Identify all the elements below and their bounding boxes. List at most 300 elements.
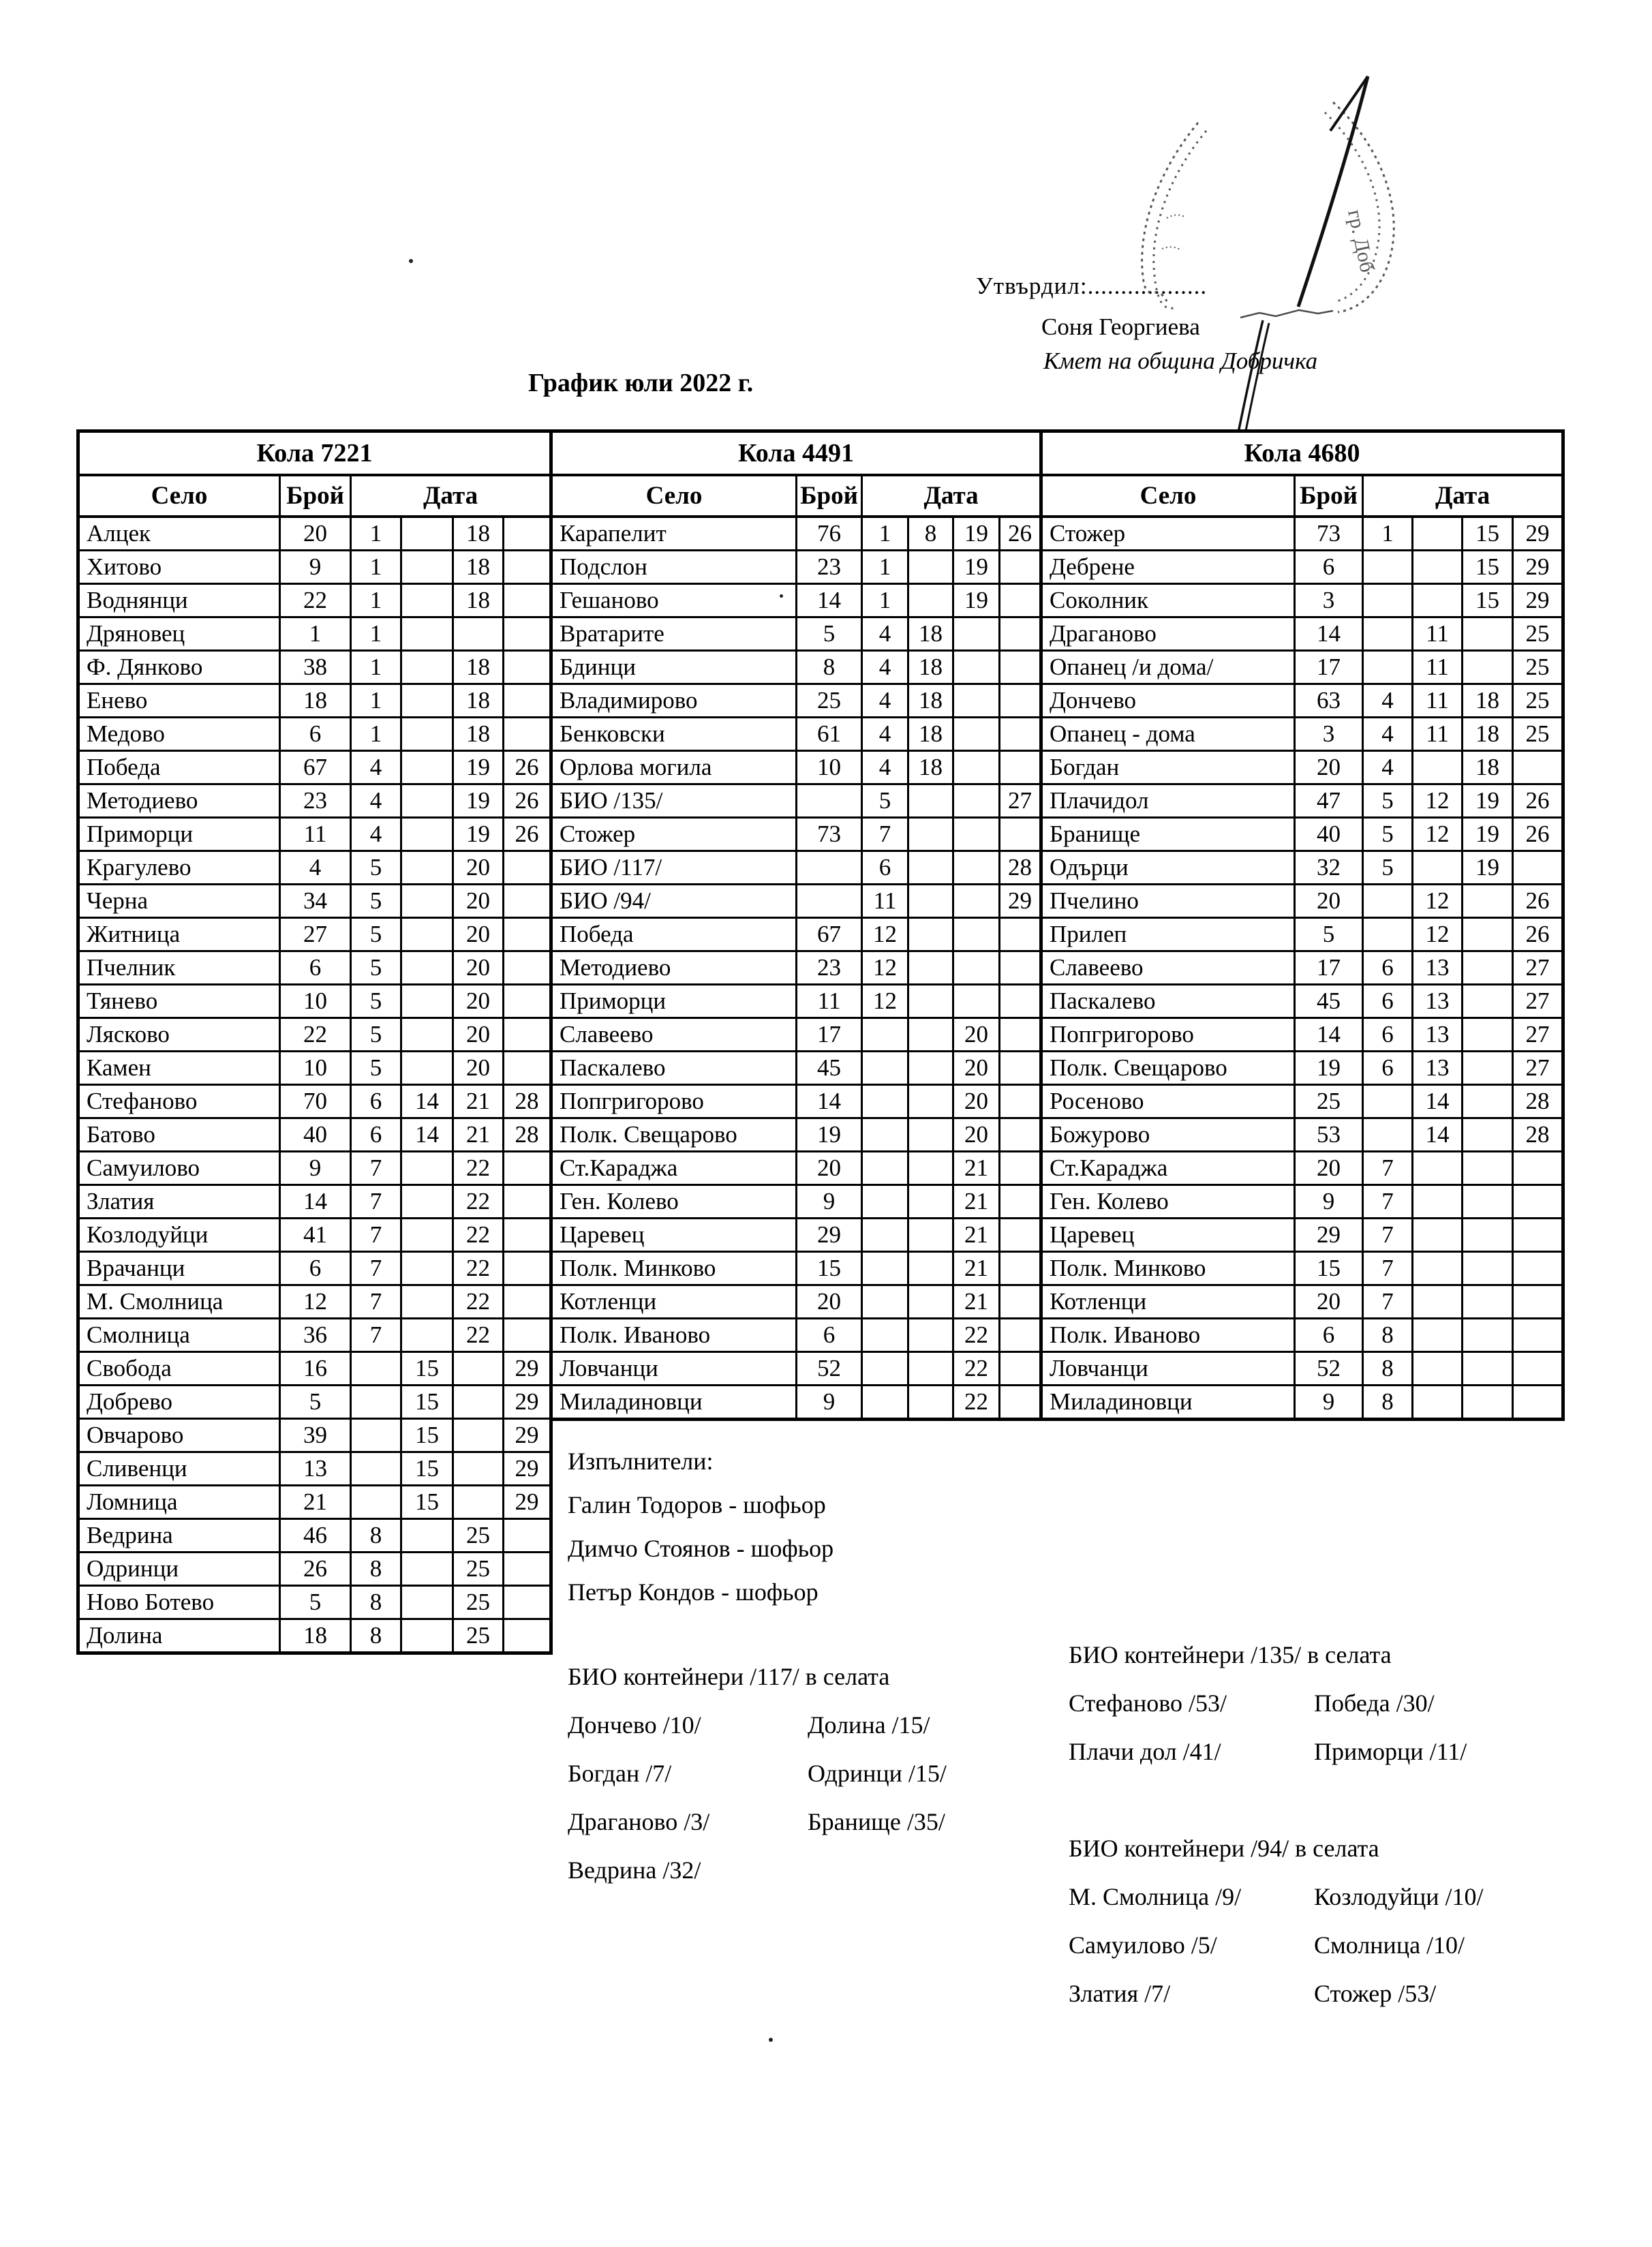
table-row bbox=[78, 1018, 551, 1052]
date-cell: 14 bbox=[401, 1085, 453, 1118]
count-cell: 6 bbox=[280, 718, 351, 751]
count-cell: 45 bbox=[797, 1052, 862, 1085]
count-cell: 38 bbox=[280, 651, 351, 684]
count-cell: 53 bbox=[1295, 1118, 1363, 1152]
table-body bbox=[551, 517, 1041, 1420]
scan-speck bbox=[409, 259, 413, 263]
date-cell bbox=[401, 684, 453, 718]
table-body bbox=[78, 517, 551, 1653]
count-cell: 3 bbox=[1295, 584, 1363, 617]
bio-section-94 bbox=[1069, 1824, 1483, 2018]
village-cell: Драганово bbox=[1041, 617, 1295, 651]
table-row bbox=[551, 918, 1041, 951]
date-cell bbox=[1463, 1085, 1513, 1118]
date-cell: 18 bbox=[453, 684, 504, 718]
count-cell: 25 bbox=[1295, 1085, 1363, 1118]
date-cell bbox=[401, 1152, 453, 1185]
table-row bbox=[78, 784, 551, 818]
date-cell: 6 bbox=[1363, 951, 1413, 985]
date-cell: 19 bbox=[1463, 851, 1513, 885]
date-cell bbox=[953, 885, 1000, 918]
bio-item: Козлодуйци /10/ bbox=[1314, 1883, 1484, 1910]
date-cell bbox=[908, 1052, 953, 1085]
table-row bbox=[551, 1219, 1041, 1252]
date-cell bbox=[504, 718, 551, 751]
date-cell bbox=[1413, 1152, 1463, 1185]
village-cell: Крагулево bbox=[78, 851, 280, 885]
bio-item: Дончево /10/ bbox=[568, 1711, 701, 1739]
count-cell: 76 bbox=[797, 517, 862, 551]
count-cell: 19 bbox=[797, 1118, 862, 1152]
date-cell bbox=[862, 1152, 908, 1185]
car-title: Кола 4491 bbox=[551, 431, 1041, 476]
bio-item: Ведрина /32/ bbox=[568, 1856, 701, 1884]
date-cell: 26 bbox=[504, 751, 551, 784]
count-cell: 40 bbox=[280, 1118, 351, 1152]
date-cell: 4 bbox=[862, 718, 908, 751]
village-cell: Стожер bbox=[1041, 517, 1295, 551]
village-cell: Вратарите bbox=[551, 617, 797, 651]
date-cell: 22 bbox=[953, 1386, 1000, 1420]
date-cell bbox=[504, 1052, 551, 1085]
date-cell bbox=[1463, 1319, 1513, 1352]
executors-list bbox=[568, 1483, 833, 1614]
village-cell: Житница bbox=[78, 918, 280, 951]
col-header-count: Брой bbox=[1295, 475, 1363, 517]
village-cell: Паскалево bbox=[551, 1052, 797, 1085]
scan-speck bbox=[780, 594, 783, 598]
village-cell: Приморци bbox=[78, 818, 280, 851]
date-cell bbox=[1463, 918, 1513, 951]
village-cell: Гешаново bbox=[551, 584, 797, 617]
date-cell: 7 bbox=[1363, 1219, 1413, 1252]
table-row bbox=[1041, 918, 1563, 951]
date-cell bbox=[1363, 918, 1413, 951]
date-cell bbox=[401, 651, 453, 684]
table-row bbox=[78, 1386, 551, 1419]
village-cell: Миладиновци bbox=[1041, 1386, 1295, 1420]
village-cell: Царевец bbox=[551, 1219, 797, 1252]
date-cell bbox=[862, 1185, 908, 1219]
count-cell: 10 bbox=[280, 1052, 351, 1085]
date-cell bbox=[908, 1285, 953, 1319]
date-cell bbox=[1513, 1285, 1563, 1319]
date-cell: 25 bbox=[453, 1586, 504, 1619]
date-cell: 5 bbox=[351, 1018, 401, 1052]
table-row bbox=[1041, 584, 1563, 617]
village-cell: Ген. Колево bbox=[551, 1185, 797, 1219]
village-cell: Полк. Минково bbox=[551, 1252, 797, 1285]
date-cell bbox=[953, 718, 1000, 751]
count-cell: 9 bbox=[797, 1386, 862, 1420]
date-cell: 18 bbox=[908, 617, 953, 651]
date-cell: 8 bbox=[351, 1553, 401, 1586]
date-cell bbox=[401, 1018, 453, 1052]
date-cell: 15 bbox=[1463, 584, 1513, 617]
count-cell: 14 bbox=[1295, 1018, 1363, 1052]
count-cell: 13 bbox=[280, 1452, 351, 1486]
village-cell: Одринци bbox=[78, 1553, 280, 1586]
table-row bbox=[1041, 1052, 1563, 1085]
village-cell: Долина bbox=[78, 1619, 280, 1653]
date-cell: 26 bbox=[1513, 918, 1563, 951]
date-cell: 15 bbox=[401, 1452, 453, 1486]
date-cell bbox=[401, 1185, 453, 1219]
village-cell: Стефаново bbox=[78, 1085, 280, 1118]
village-cell: Миладиновци bbox=[551, 1386, 797, 1420]
date-cell: 15 bbox=[401, 1419, 453, 1452]
date-cell: 20 bbox=[453, 885, 504, 918]
date-cell bbox=[908, 951, 953, 985]
count-cell: 9 bbox=[1295, 1386, 1363, 1420]
count-cell: 20 bbox=[1295, 751, 1363, 784]
village-cell: Ген. Колево bbox=[1041, 1185, 1295, 1219]
executor-item: Димчо Стоянов - шофьор bbox=[568, 1535, 834, 1562]
count-cell: 6 bbox=[280, 1252, 351, 1285]
date-cell: 21 bbox=[453, 1118, 504, 1152]
count-cell: 23 bbox=[797, 551, 862, 584]
bio-column-right bbox=[1314, 1873, 1483, 2018]
table-row bbox=[1041, 1285, 1563, 1319]
date-cell: 5 bbox=[1363, 818, 1413, 851]
count-cell: 5 bbox=[1295, 918, 1363, 951]
date-cell bbox=[401, 751, 453, 784]
village-cell: Бенковски bbox=[551, 718, 797, 751]
date-cell: 5 bbox=[351, 851, 401, 885]
bio-item: М. Смолница /9/ bbox=[1069, 1883, 1242, 1910]
count-cell: 9 bbox=[797, 1185, 862, 1219]
village-cell: Дебрене bbox=[1041, 551, 1295, 584]
count-cell: 14 bbox=[797, 584, 862, 617]
count-cell: 9 bbox=[280, 551, 351, 584]
date-cell bbox=[1413, 1252, 1463, 1285]
table-row bbox=[551, 651, 1041, 684]
date-cell: 14 bbox=[401, 1118, 453, 1152]
date-cell bbox=[1463, 617, 1513, 651]
date-cell bbox=[908, 985, 953, 1018]
date-cell bbox=[504, 1219, 551, 1252]
date-cell: 27 bbox=[1513, 1052, 1563, 1085]
table-row bbox=[1041, 1152, 1563, 1185]
table-row bbox=[78, 918, 551, 951]
date-cell bbox=[504, 1319, 551, 1352]
date-cell bbox=[953, 617, 1000, 651]
date-cell: 18 bbox=[908, 718, 953, 751]
date-cell bbox=[953, 918, 1000, 951]
date-cell: 20 bbox=[953, 1052, 1000, 1085]
table-row bbox=[551, 1185, 1041, 1219]
count-cell: 61 bbox=[797, 718, 862, 751]
date-cell: 26 bbox=[1000, 517, 1041, 551]
car-header-row bbox=[78, 431, 551, 476]
date-cell bbox=[1363, 1085, 1413, 1118]
date-cell: 22 bbox=[453, 1285, 504, 1319]
count-cell: 45 bbox=[1295, 985, 1363, 1018]
date-cell: 21 bbox=[953, 1285, 1000, 1319]
count-cell: 25 bbox=[797, 684, 862, 718]
date-cell bbox=[1363, 617, 1413, 651]
date-cell bbox=[862, 1352, 908, 1386]
village-cell: Воднянци bbox=[78, 584, 280, 617]
table-row bbox=[551, 551, 1041, 584]
table-row bbox=[1041, 684, 1563, 718]
date-cell bbox=[1463, 1252, 1513, 1285]
round-seal-right-icon bbox=[1325, 102, 1394, 312]
date-cell: 19 bbox=[1463, 784, 1513, 818]
bio-column-right bbox=[1314, 1679, 1467, 1776]
count-cell: 39 bbox=[280, 1419, 351, 1452]
bio-item: Драганово /3/ bbox=[568, 1808, 710, 1835]
date-cell: 7 bbox=[862, 818, 908, 851]
table-row bbox=[551, 1052, 1041, 1085]
village-cell: Соколник bbox=[1041, 584, 1295, 617]
date-cell bbox=[1463, 1185, 1513, 1219]
date-cell: 4 bbox=[862, 651, 908, 684]
date-cell bbox=[401, 1219, 453, 1252]
date-cell bbox=[1463, 985, 1513, 1018]
date-cell bbox=[1000, 751, 1041, 784]
village-cell: Славеево bbox=[551, 1018, 797, 1052]
village-cell: Славеево bbox=[1041, 951, 1295, 985]
date-cell: 21 bbox=[953, 1219, 1000, 1252]
date-cell bbox=[862, 1052, 908, 1085]
table-row bbox=[1041, 1386, 1563, 1420]
date-cell bbox=[1000, 1386, 1041, 1420]
date-cell: 1 bbox=[351, 584, 401, 617]
date-cell bbox=[453, 1486, 504, 1519]
date-cell bbox=[351, 1486, 401, 1519]
date-cell bbox=[1000, 1185, 1041, 1219]
count-cell: 9 bbox=[280, 1152, 351, 1185]
village-cell: Полк. Свещарово bbox=[1041, 1052, 1295, 1085]
table-row bbox=[78, 1285, 551, 1319]
date-cell: 18 bbox=[453, 517, 504, 551]
date-cell bbox=[953, 684, 1000, 718]
date-cell bbox=[908, 851, 953, 885]
date-cell: 18 bbox=[908, 684, 953, 718]
date-cell: 12 bbox=[862, 951, 908, 985]
village-cell: Подслон bbox=[551, 551, 797, 584]
village-cell: Батово bbox=[78, 1118, 280, 1152]
date-cell: 7 bbox=[351, 1219, 401, 1252]
date-cell: 25 bbox=[1513, 684, 1563, 718]
date-cell bbox=[1463, 1285, 1513, 1319]
date-cell: 18 bbox=[1463, 751, 1513, 784]
date-cell: 18 bbox=[1463, 684, 1513, 718]
village-cell: Ловчанци bbox=[551, 1352, 797, 1386]
date-cell bbox=[453, 1352, 504, 1386]
village-cell: Опанец /и дома/ bbox=[1041, 651, 1295, 684]
village-cell: Приморци bbox=[551, 985, 797, 1018]
count-cell: 14 bbox=[280, 1185, 351, 1219]
date-cell bbox=[504, 1285, 551, 1319]
table-row bbox=[78, 851, 551, 885]
date-cell: 20 bbox=[453, 951, 504, 985]
date-cell bbox=[953, 985, 1000, 1018]
date-cell bbox=[862, 1085, 908, 1118]
col-header-village: Село bbox=[551, 475, 797, 517]
date-cell bbox=[1513, 751, 1563, 784]
table-row bbox=[78, 584, 551, 617]
date-cell bbox=[401, 1319, 453, 1352]
date-cell bbox=[1413, 584, 1463, 617]
table-row bbox=[78, 885, 551, 918]
table-row bbox=[551, 617, 1041, 651]
table-row bbox=[78, 1553, 551, 1586]
village-cell: Смолница bbox=[78, 1319, 280, 1352]
date-cell: 22 bbox=[453, 1185, 504, 1219]
date-cell bbox=[504, 1553, 551, 1586]
date-cell: 4 bbox=[351, 784, 401, 818]
date-cell bbox=[1413, 1352, 1463, 1386]
date-cell bbox=[908, 1185, 953, 1219]
table-row bbox=[1041, 1085, 1563, 1118]
village-cell: Добрево bbox=[78, 1386, 280, 1419]
column-header-row bbox=[1041, 475, 1563, 517]
date-cell: 27 bbox=[1513, 1018, 1563, 1052]
date-cell: 20 bbox=[953, 1018, 1000, 1052]
count-cell: 20 bbox=[280, 517, 351, 551]
date-cell bbox=[401, 1285, 453, 1319]
bio-section-117 bbox=[568, 1652, 947, 1895]
count-cell: 11 bbox=[280, 818, 351, 851]
count-cell: 73 bbox=[1295, 517, 1363, 551]
date-cell: 25 bbox=[453, 1553, 504, 1586]
date-cell: 29 bbox=[1000, 885, 1041, 918]
date-cell bbox=[908, 1085, 953, 1118]
date-cell bbox=[1413, 851, 1463, 885]
date-cell bbox=[401, 584, 453, 617]
date-cell bbox=[1463, 1052, 1513, 1085]
table-row bbox=[551, 951, 1041, 985]
village-cell: Полк. Иваново bbox=[1041, 1319, 1295, 1352]
village-cell: Алцек bbox=[78, 517, 280, 551]
count-cell: 47 bbox=[1295, 784, 1363, 818]
date-cell: 20 bbox=[453, 1018, 504, 1052]
date-cell: 18 bbox=[908, 651, 953, 684]
table-row bbox=[1041, 1252, 1563, 1285]
schedule-table-kola-7221 bbox=[76, 429, 553, 1655]
table-row bbox=[78, 1118, 551, 1152]
bio-item: Плачи дол /41/ bbox=[1069, 1738, 1221, 1765]
date-cell: 12 bbox=[1413, 918, 1463, 951]
date-cell: 4 bbox=[862, 751, 908, 784]
date-cell bbox=[862, 1219, 908, 1252]
date-cell: 28 bbox=[1513, 1118, 1563, 1152]
date-cell bbox=[1000, 718, 1041, 751]
date-cell bbox=[1000, 1152, 1041, 1185]
date-cell bbox=[1463, 1386, 1513, 1420]
table-row bbox=[78, 617, 551, 651]
table-row bbox=[78, 651, 551, 684]
date-cell bbox=[504, 1185, 551, 1219]
table-row bbox=[551, 584, 1041, 617]
count-cell: 18 bbox=[280, 684, 351, 718]
date-cell bbox=[401, 1619, 453, 1653]
bio-item: Одринци /15/ bbox=[808, 1760, 947, 1787]
count-cell: 20 bbox=[1295, 885, 1363, 918]
table-row bbox=[78, 1152, 551, 1185]
count-cell: 20 bbox=[1295, 1152, 1363, 1185]
count-cell: 8 bbox=[797, 651, 862, 684]
date-cell bbox=[504, 1519, 551, 1553]
date-cell: 20 bbox=[453, 918, 504, 951]
count-cell: 10 bbox=[280, 985, 351, 1018]
date-cell bbox=[401, 718, 453, 751]
date-cell: 29 bbox=[1513, 517, 1563, 551]
count-cell: 29 bbox=[797, 1219, 862, 1252]
date-cell: 8 bbox=[351, 1586, 401, 1619]
village-cell: Плачидол bbox=[1041, 784, 1295, 818]
bio-item: Приморци /11/ bbox=[1314, 1738, 1467, 1765]
date-cell bbox=[1463, 1219, 1513, 1252]
date-cell bbox=[504, 651, 551, 684]
date-cell: 7 bbox=[351, 1285, 401, 1319]
count-cell: 12 bbox=[280, 1285, 351, 1319]
village-cell: Росеново bbox=[1041, 1085, 1295, 1118]
date-cell bbox=[1513, 1252, 1563, 1285]
date-cell: 7 bbox=[1363, 1285, 1413, 1319]
table-row bbox=[551, 1018, 1041, 1052]
date-cell: 6 bbox=[1363, 1018, 1413, 1052]
count-cell bbox=[797, 851, 862, 885]
date-cell: 4 bbox=[1363, 684, 1413, 718]
village-cell: Медово bbox=[78, 718, 280, 751]
date-cell: 8 bbox=[1363, 1352, 1413, 1386]
date-cell: 4 bbox=[351, 751, 401, 784]
date-cell: 25 bbox=[1513, 718, 1563, 751]
date-cell: 4 bbox=[1363, 751, 1413, 784]
village-cell: Царевец bbox=[1041, 1219, 1295, 1252]
date-cell bbox=[953, 651, 1000, 684]
date-cell bbox=[1413, 517, 1463, 551]
date-cell: 5 bbox=[351, 918, 401, 951]
village-cell: Ведрина bbox=[78, 1519, 280, 1553]
table-row bbox=[78, 818, 551, 851]
count-cell: 19 bbox=[1295, 1052, 1363, 1085]
date-cell: 18 bbox=[453, 718, 504, 751]
date-cell: 1 bbox=[351, 617, 401, 651]
executor-item: Петър Кондов - шофьор bbox=[568, 1578, 819, 1606]
car-header-row bbox=[551, 431, 1041, 476]
date-cell: 1 bbox=[351, 651, 401, 684]
table-row bbox=[78, 1586, 551, 1619]
table-row bbox=[1041, 951, 1563, 985]
village-cell: Хитово bbox=[78, 551, 280, 584]
bio-item: Смолница /10/ bbox=[1314, 1931, 1465, 1959]
bio-item: Самуилово /5/ bbox=[1069, 1931, 1217, 1959]
date-cell: 26 bbox=[1513, 818, 1563, 851]
date-cell bbox=[401, 1553, 453, 1586]
date-cell: 22 bbox=[453, 1219, 504, 1252]
date-cell: 22 bbox=[453, 1319, 504, 1352]
date-cell bbox=[908, 1219, 953, 1252]
count-cell: 14 bbox=[797, 1085, 862, 1118]
date-cell: 29 bbox=[504, 1386, 551, 1419]
date-cell: 20 bbox=[453, 985, 504, 1018]
table-row bbox=[551, 851, 1041, 885]
table-row bbox=[551, 818, 1041, 851]
date-cell: 14 bbox=[1413, 1085, 1463, 1118]
village-cell: БИО /135/ bbox=[551, 784, 797, 818]
count-cell: 16 bbox=[280, 1352, 351, 1386]
date-cell bbox=[908, 1118, 953, 1152]
date-cell bbox=[1513, 1319, 1563, 1352]
col-header-date: Дата bbox=[862, 475, 1041, 517]
village-cell: Божурово bbox=[1041, 1118, 1295, 1152]
village-cell: Паскалево bbox=[1041, 985, 1295, 1018]
table-row bbox=[78, 551, 551, 584]
